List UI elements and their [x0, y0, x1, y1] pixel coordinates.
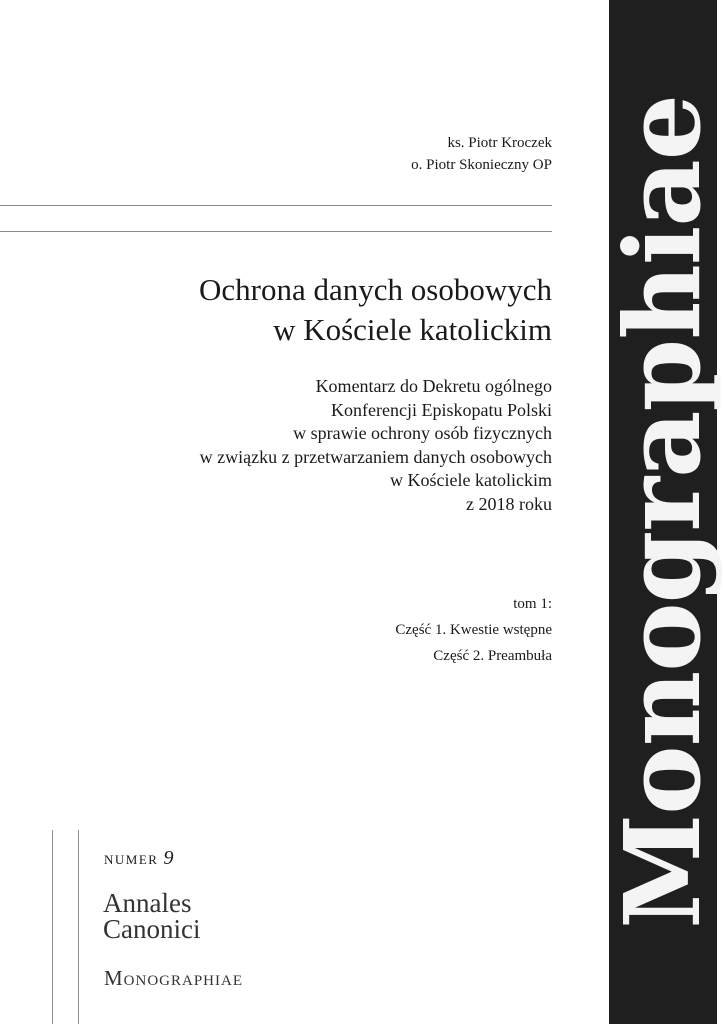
spine-band	[601, 0, 724, 1024]
series-name-line-2: Canonici	[103, 914, 201, 944]
series-rule-right	[78, 830, 79, 1024]
subtitle-line-2: Konferencji Episkopatu Polski	[331, 399, 552, 420]
series-name	[103, 890, 200, 942]
subtitle-line-3: w sprawie ochrony osób fizycznych	[293, 423, 552, 443]
subtitle-line-6: z 2018 roku	[466, 493, 552, 514]
volume-part-2: Część 2. Preambuła	[433, 648, 552, 664]
volume-info	[395, 591, 552, 669]
book-title	[199, 270, 552, 350]
volume-label: tom 1:	[513, 596, 552, 612]
series-number	[104, 847, 173, 870]
subseries-name: Monographiae	[104, 966, 244, 990]
divider-top	[0, 205, 552, 206]
author-1: ks. Piotr Kroczek	[447, 135, 552, 151]
volume-part-1: Część 1. Kwestie wstępne	[395, 622, 552, 638]
numer-value: 9	[163, 847, 174, 869]
subtitle-line-5: w Kościele katolickim	[390, 470, 552, 490]
series-name-line-1: Annales	[103, 888, 192, 918]
title-line-2: w Kościele katolickim	[273, 312, 552, 347]
numer-label: numer	[104, 848, 159, 868]
author-2: o. Piotr Skonieczny OP	[411, 157, 552, 173]
divider-bottom	[0, 231, 552, 232]
spine-title: Monographiae	[601, 95, 724, 929]
title-line-1: Ochrona danych osobowych	[199, 272, 552, 307]
subtitle-line-4: w związku z przetwarzaniem danych osobowych	[199, 446, 552, 467]
authors-block	[411, 132, 552, 176]
subtitle-line-1: Komentarz do Dekretu ogólnego	[315, 376, 552, 396]
series-rule-left	[52, 830, 53, 1024]
book-subtitle	[200, 375, 552, 516]
